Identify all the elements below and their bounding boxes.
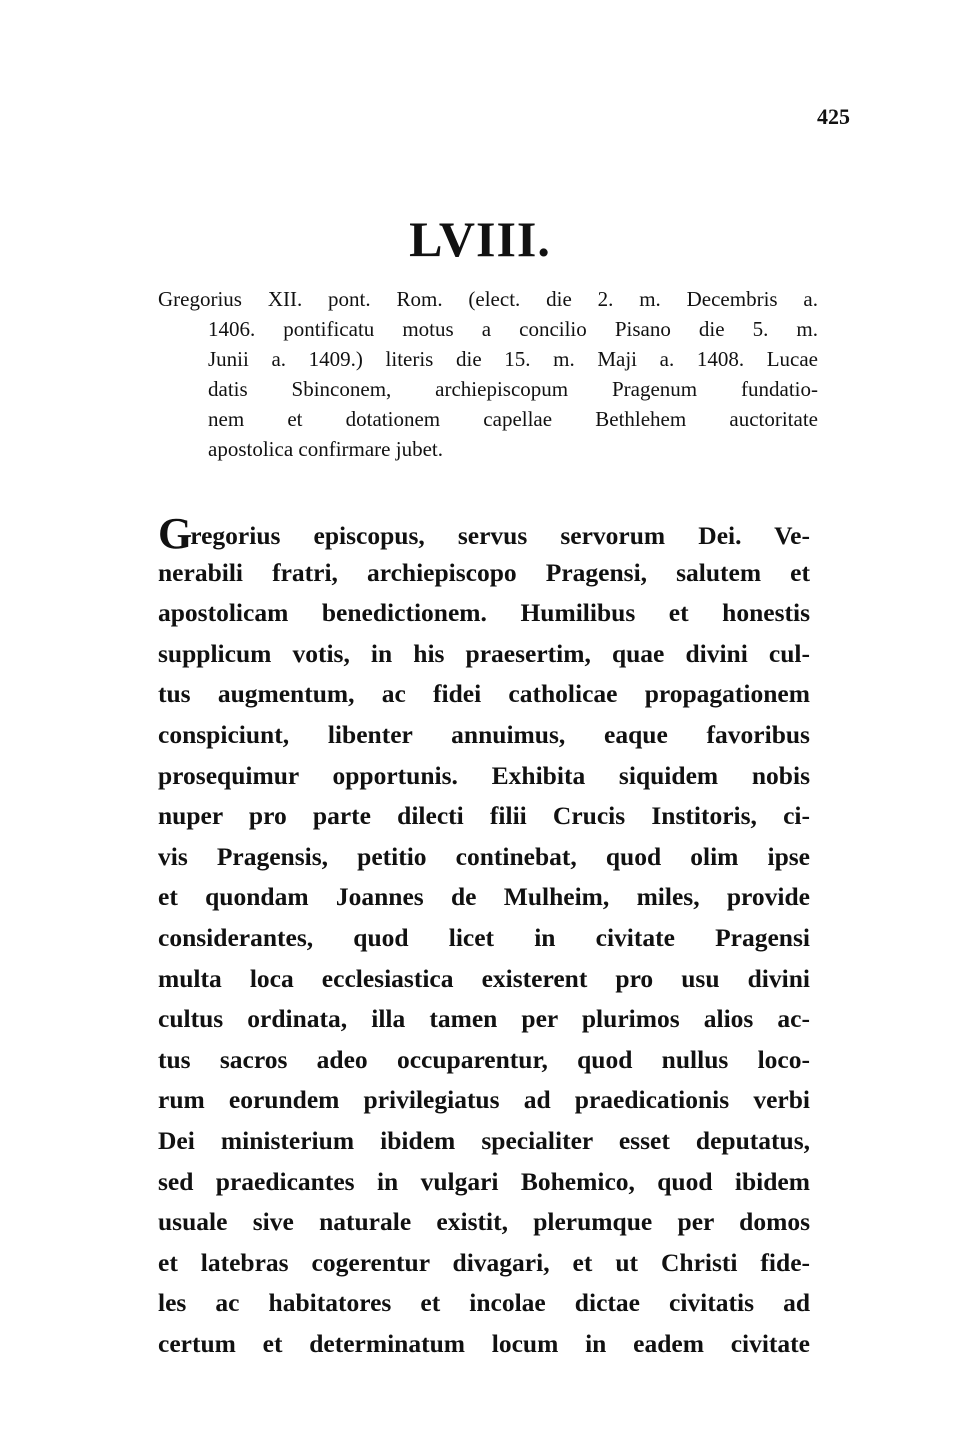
body-line: apostolicam benedictionem. Humilibus et honestis xyxy=(158,598,810,628)
body-line: usuale sive naturale existit, plerumque per domos xyxy=(158,1207,810,1237)
page-number: 425 xyxy=(817,104,850,129)
body-line: vis Pragensis, petitio continebat, quod olim ipse xyxy=(158,841,810,871)
body-text xyxy=(158,509,810,1364)
body-line: tus augmentum, ac fidei catholicae propagationem xyxy=(158,679,810,709)
summary-block xyxy=(158,284,818,464)
body-line: prosequimur opportunis. Exhibita siquidem nobis xyxy=(158,760,810,790)
body-first-line-text: regorius episcopus, servus servorum Dei. Ve- xyxy=(190,521,810,550)
summary-line: nem et dotationem capellae Bethlehem auctoritate xyxy=(208,407,818,431)
body-line: rum eorundem privilegiatus ad praedicationis verbi xyxy=(158,1085,810,1115)
body-line: Dei ministerium ibidem specialiter esset deputatus, xyxy=(158,1125,810,1155)
body-line: et quondam Joannes de Mulheim, miles, provide xyxy=(158,882,810,912)
body-line: considerantes, quod licet in civitate Pragensi xyxy=(158,922,810,952)
body-line: nerabili fratri, archiepiscopo Pragensi, salutem et xyxy=(158,557,810,587)
chapter-title: LVIII. xyxy=(409,211,551,267)
body-line: multa loca ecclesiastica existerent pro usu divini xyxy=(158,963,810,993)
body-line: supplicum votis, in his praesertim, quae divini cul- xyxy=(158,638,810,668)
drop-cap: G xyxy=(158,509,193,558)
body-line: nuper pro parte dilecti filii Crucis Institoris, ci- xyxy=(158,801,810,831)
body-first-line xyxy=(158,509,810,558)
body-line: conspiciunt, libenter annuimus, eaque favoribus xyxy=(158,719,810,749)
body-line: les ac habitatores et incolae dictae civitatis ad xyxy=(158,1288,810,1318)
body-line: cultus ordinata, illa tamen per plurimos alios ac- xyxy=(158,1004,810,1034)
body-line: certum et determinatum locum in eadem civitate xyxy=(158,1328,810,1358)
body-line: tus sacros adeo occuparentur, quod nullus loco- xyxy=(158,1044,810,1074)
summary-line: datis Sbinconem, archiepiscopum Pragenum fundatio- xyxy=(208,377,818,401)
summary-line: Gregorius XII. pont. Rom. (elect. die 2. m. Decembris a. xyxy=(158,287,818,311)
summary-line: 1406. pontificatu motus a concilio Pisano die 5. m. xyxy=(208,317,818,341)
body-line: sed praedicantes in vulgari Bohemico, quod ibidem xyxy=(158,1166,810,1196)
summary-line: Junii a. 1409.) literis die 15. m. Maji a. 1408. Lucae xyxy=(208,347,818,371)
body-line: et latebras cogerentur divagari, et ut Christi fide- xyxy=(158,1247,810,1277)
summary-line: apostolica confirmare jubet. xyxy=(208,437,443,461)
